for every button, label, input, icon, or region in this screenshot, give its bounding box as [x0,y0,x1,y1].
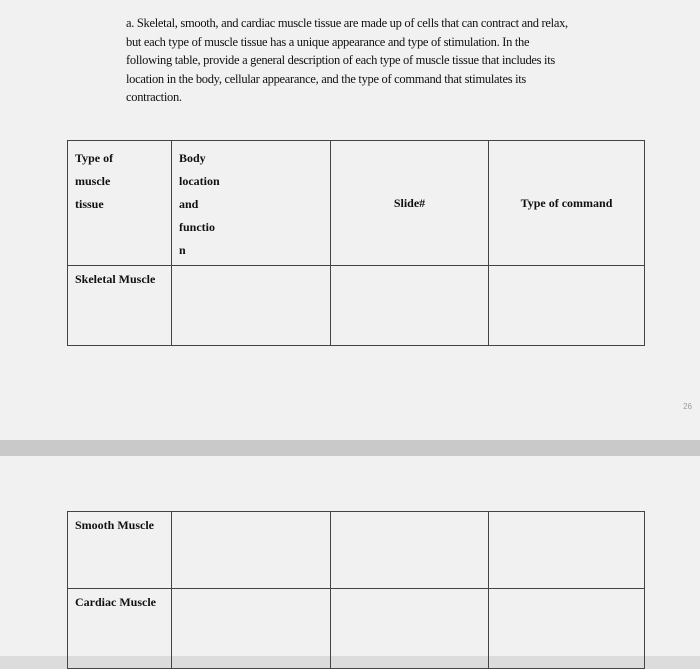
answer-cell-location[interactable] [172,589,331,669]
header-text: tissue [75,197,104,211]
instructions-paragraph [126,14,646,107]
header-text: Type of [75,151,114,165]
instructions-line: following table, provide a general description of each type of muscle tissue that includes its [126,53,555,68]
instructions-line: contraction. [126,90,182,105]
answer-cell-command[interactable] [489,589,645,669]
muscle-tissue-table [67,140,645,346]
row-label-cell [68,512,172,589]
page-number: 26 [683,402,692,411]
answer-cell-slide[interactable] [331,512,489,589]
answer-cell-command[interactable] [489,266,645,346]
header-text: Body [179,151,206,165]
table-row [68,266,645,346]
instructions-line: a. Skeletal, smooth, and cardiac muscle tissue are made up of cells that can contract and relax, [126,16,568,30]
table-row [68,589,645,669]
row-label-cell [68,266,172,346]
header-text: location [179,174,220,188]
answer-cell-location[interactable] [172,512,331,589]
table-header-row [68,141,645,266]
header-text: functio [179,220,215,234]
muscle-tissue-table-continued [67,511,645,669]
header-type-of-command: Type of command [489,141,645,266]
answer-cell-slide[interactable] [331,589,489,669]
row-label-smooth: Smooth Muscle [75,518,154,532]
header-text: and [179,197,199,211]
answer-cell-slide[interactable] [331,266,489,346]
header-text: n [179,243,186,257]
instructions-line: location in the body, cellular appearance, and the type of command that stimulates its [126,71,526,86]
answer-cell-location[interactable] [172,266,331,346]
row-label-cell [68,589,172,669]
row-label-cardiac: Cardiac Muscle [75,595,156,609]
header-text: muscle [75,174,111,188]
answer-cell-command[interactable] [489,512,645,589]
instructions-line: but each type of muscle tissue has a unique appearance and type of stimulation. In the [126,34,530,49]
header-type-of-muscle-tissue [68,141,172,266]
table-row [68,512,645,589]
header-body-location-function [172,141,331,266]
page-separator [0,440,700,456]
row-label-skeletal: Skeletal Muscle [75,272,156,286]
header-slide-number: Slide# [331,141,489,266]
